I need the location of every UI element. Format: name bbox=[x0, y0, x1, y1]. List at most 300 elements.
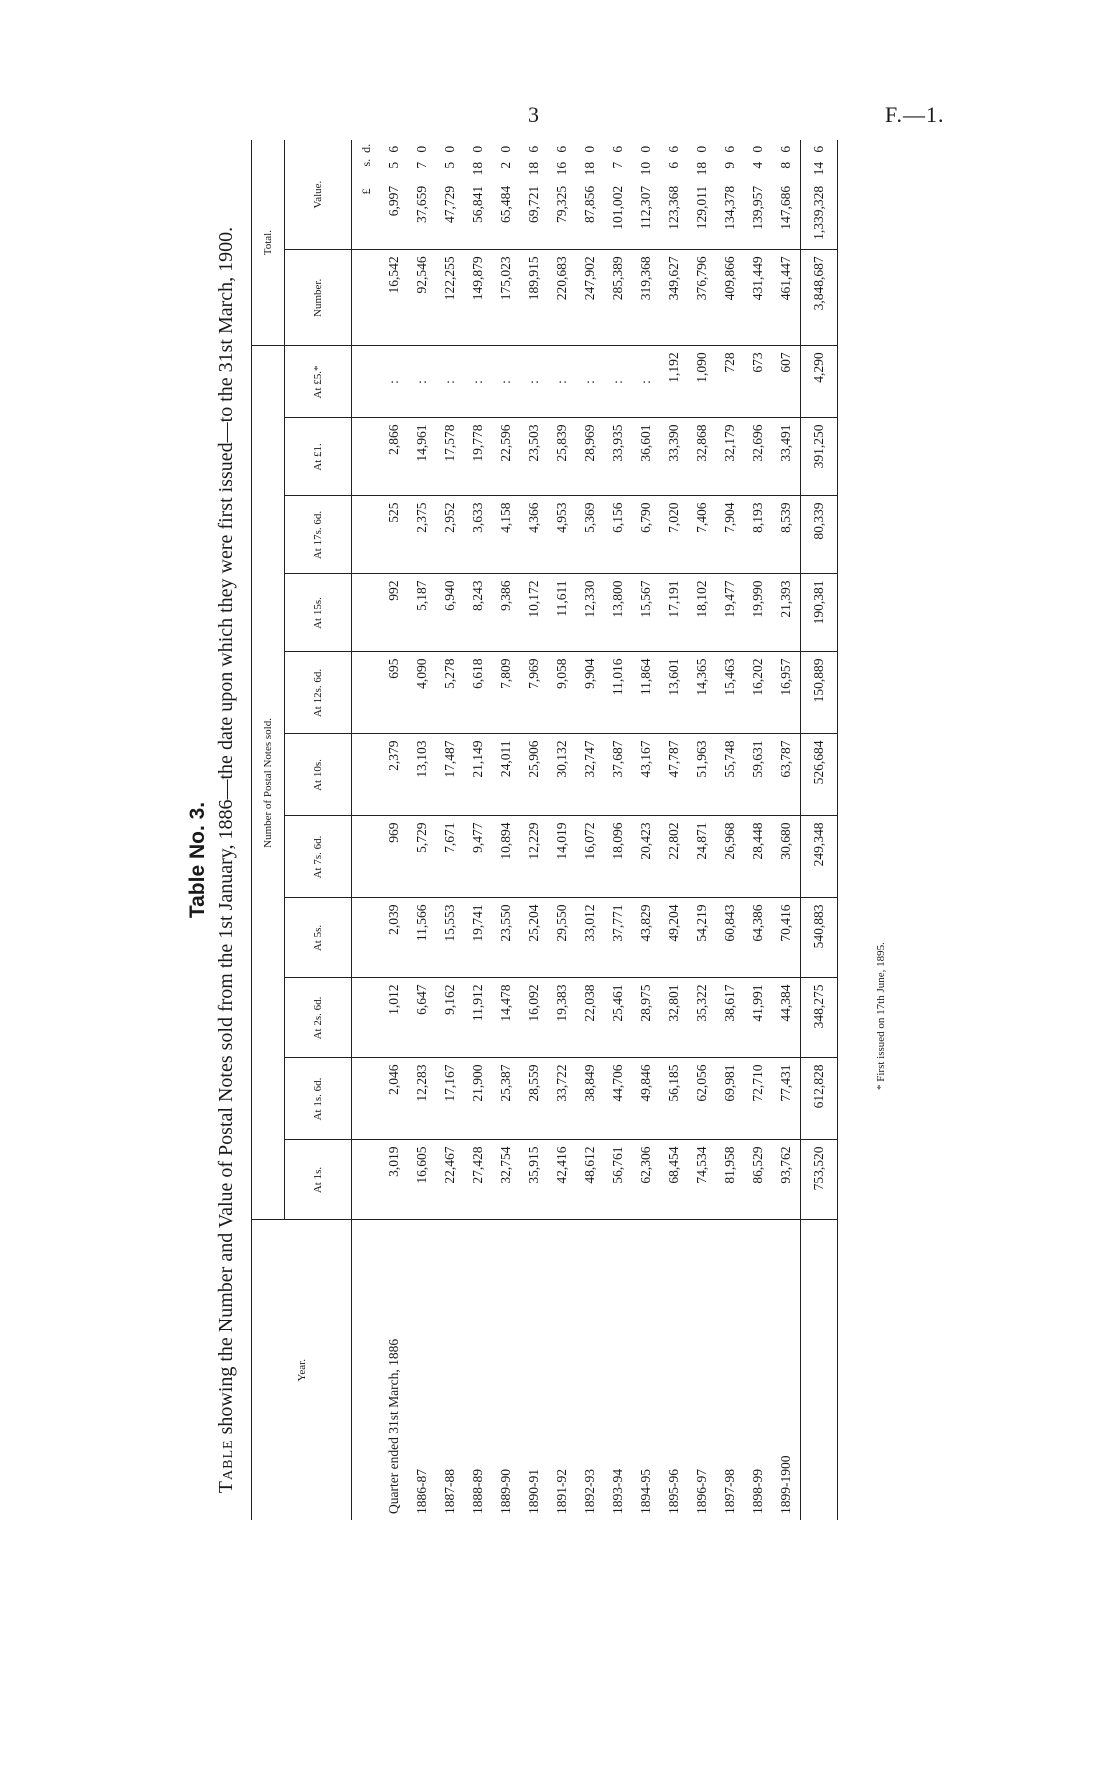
cell-total-value bbox=[520, 140, 548, 250]
value-shillings: 14 bbox=[811, 161, 826, 176]
total-2s6d: 348,275 bbox=[801, 978, 838, 1058]
cell-1pound: 33,491 bbox=[772, 418, 801, 496]
value-shillings: 7 bbox=[610, 161, 625, 169]
cell-10s: 25,906 bbox=[520, 734, 548, 816]
rotated-table-block bbox=[185, 143, 915, 1560]
cell-5s: 11,566 bbox=[408, 898, 436, 978]
col-header-1pound: At £1. bbox=[285, 418, 352, 496]
value-pence: 0 bbox=[414, 145, 429, 153]
total-12s6d: 150,889 bbox=[801, 652, 838, 734]
cell-1s6d: 77,431 bbox=[772, 1058, 801, 1140]
cell-5s: 43,829 bbox=[632, 898, 660, 978]
total-number: 3,848,687 bbox=[801, 250, 838, 346]
row-year: 1887-88 bbox=[442, 1469, 457, 1514]
cell-12s6d: 5,278 bbox=[436, 652, 464, 734]
cell-5s: 37,771 bbox=[604, 898, 632, 978]
cell-7s6d: 26,968 bbox=[716, 816, 744, 898]
cell-17s6d: 6,156 bbox=[604, 496, 632, 574]
row-year: 1889-90 bbox=[498, 1469, 513, 1514]
total-10s: 526,684 bbox=[801, 734, 838, 816]
cell-10s: 51,963 bbox=[688, 734, 716, 816]
cell-total-number: 247,902 bbox=[576, 250, 604, 346]
cell-5pounds: 607 bbox=[772, 346, 801, 418]
cell-10s: 63,787 bbox=[772, 734, 801, 816]
cell-17s6d: 2,375 bbox=[408, 496, 436, 574]
value-pounds: 147,686 bbox=[778, 185, 793, 230]
col-header-5pounds: At £5.* bbox=[285, 346, 352, 418]
cell-12s6d: 9,904 bbox=[576, 652, 604, 734]
cell-total-number: 349,627 bbox=[660, 250, 688, 346]
col-header-17s6d: At 17s. 6d. bbox=[285, 496, 352, 574]
cell-12s6d: 9,058 bbox=[548, 652, 576, 734]
cell-1pound: 2,866 bbox=[380, 418, 408, 496]
cell-5pounds: 673 bbox=[744, 346, 772, 418]
cell-17s6d: 6,790 bbox=[632, 496, 660, 574]
value-shillings: 4 bbox=[750, 161, 765, 169]
total-1s: 753,520 bbox=[801, 1140, 838, 1220]
cell-5s: 29,550 bbox=[548, 898, 576, 978]
cell-total-number: 409,866 bbox=[716, 250, 744, 346]
value-pence: 6 bbox=[386, 145, 401, 153]
cell-12s6d: 7,969 bbox=[520, 652, 548, 734]
cell-total-number: 175,023 bbox=[492, 250, 520, 346]
value-pence: 0 bbox=[442, 145, 457, 153]
cell-5pounds: : bbox=[408, 346, 436, 418]
cell-2s6d: 14,478 bbox=[492, 978, 520, 1058]
cell-7s6d: 7,671 bbox=[436, 816, 464, 898]
number-sold-header: Number of Postal Notes sold. bbox=[252, 346, 285, 1220]
cell-total-value bbox=[744, 140, 772, 250]
cell-12s6d: 11,016 bbox=[604, 652, 632, 734]
value-shillings: 10 bbox=[638, 161, 653, 176]
cell-12s6d: 15,463 bbox=[716, 652, 744, 734]
cell-1pound: 28,969 bbox=[576, 418, 604, 496]
cell-2s6d: 25,461 bbox=[604, 978, 632, 1058]
table-row bbox=[772, 140, 801, 1520]
table-row bbox=[408, 140, 436, 1520]
total-5pounds: 4,290 bbox=[801, 346, 838, 418]
table-row bbox=[660, 140, 688, 1520]
cell-1pound: 32,696 bbox=[744, 418, 772, 496]
cell-17s6d: 4,953 bbox=[548, 496, 576, 574]
value-pence: 6 bbox=[526, 145, 541, 153]
row-year: 1892-93 bbox=[582, 1469, 597, 1514]
cell-7s6d: 12,229 bbox=[520, 816, 548, 898]
cell-1s6d: 56,185 bbox=[660, 1058, 688, 1140]
cell-7s6d: 9,477 bbox=[464, 816, 492, 898]
cell-7s6d: 28,448 bbox=[744, 816, 772, 898]
cell-total-number: 220,683 bbox=[548, 250, 576, 346]
cell-15s: 19,477 bbox=[716, 574, 744, 652]
total-5s: 540,883 bbox=[801, 898, 838, 978]
cell-12s6d: 7,809 bbox=[492, 652, 520, 734]
row-year: 1890-91 bbox=[526, 1469, 541, 1514]
value-pence: 6 bbox=[778, 145, 793, 153]
table-row bbox=[436, 140, 464, 1520]
row-year: 1897-98 bbox=[722, 1469, 737, 1514]
cell-17s6d: 5,369 bbox=[576, 496, 604, 574]
value-shillings: 18 bbox=[526, 161, 541, 176]
value-pence: 0 bbox=[694, 145, 709, 153]
row-year: 1891-92 bbox=[554, 1469, 569, 1514]
cell-1s: 32,754 bbox=[492, 1140, 520, 1220]
cell-2s6d: 19,383 bbox=[548, 978, 576, 1058]
table-title: Table No. 3. bbox=[186, 801, 209, 919]
cell-1pound: 33,390 bbox=[660, 418, 688, 496]
cell-5s: 54,219 bbox=[688, 898, 716, 978]
value-shillings: 5 bbox=[442, 161, 457, 169]
cell-total-value bbox=[576, 140, 604, 250]
cell-15s: 5,187 bbox=[408, 574, 436, 652]
cell-1s6d: 69,981 bbox=[716, 1058, 744, 1140]
cell-15s: 6,940 bbox=[436, 574, 464, 652]
cell-5pounds: : bbox=[436, 346, 464, 418]
cell-1s6d: 17,167 bbox=[436, 1058, 464, 1140]
value-pounds: 56,841 bbox=[470, 185, 485, 223]
cell-7s6d: 22,802 bbox=[660, 816, 688, 898]
cell-17s6d: 7,904 bbox=[716, 496, 744, 574]
cell-1pound: 32,179 bbox=[716, 418, 744, 496]
cell-5pounds: 1,192 bbox=[660, 346, 688, 418]
cell-10s: 47,787 bbox=[660, 734, 688, 816]
cell-2s6d: 1,012 bbox=[380, 978, 408, 1058]
table-caption bbox=[213, 160, 239, 1560]
document-code: F.—1. bbox=[885, 102, 945, 127]
cell-7s6d: 969 bbox=[380, 816, 408, 898]
value-pounds: 112,307 bbox=[638, 185, 653, 230]
cell-total-value bbox=[548, 140, 576, 250]
value-shillings: 9 bbox=[722, 161, 737, 169]
cell-1s: 81,958 bbox=[716, 1140, 744, 1220]
table-row bbox=[380, 140, 408, 1520]
cell-1s6d: 44,706 bbox=[604, 1058, 632, 1140]
cell-2s6d: 41,991 bbox=[744, 978, 772, 1058]
col-header-2s6d: At 2s. 6d. bbox=[285, 978, 352, 1058]
value-shillings: 18 bbox=[694, 161, 709, 176]
col-header-1s: At 1s. bbox=[285, 1140, 352, 1220]
cell-2s6d: 38,617 bbox=[716, 978, 744, 1058]
cell-15s: 17,191 bbox=[660, 574, 688, 652]
table-row bbox=[492, 140, 520, 1520]
cell-12s6d: 13,601 bbox=[660, 652, 688, 734]
cell-15s: 13,800 bbox=[604, 574, 632, 652]
cell-total-value bbox=[380, 140, 408, 250]
value-pence: 0 bbox=[638, 145, 653, 153]
col-header-10s: At 10s. bbox=[285, 734, 352, 816]
cell-12s6d: 11,864 bbox=[632, 652, 660, 734]
cell-1pound: 22,596 bbox=[492, 418, 520, 496]
row-year: 1899-1900 bbox=[778, 1455, 793, 1514]
table-body bbox=[352, 140, 838, 1520]
value-shillings: 7 bbox=[414, 161, 429, 169]
total-7s6d: 249,348 bbox=[801, 816, 838, 898]
cell-2s6d: 11,912 bbox=[464, 978, 492, 1058]
cell-7s6d: 16,072 bbox=[576, 816, 604, 898]
cell-1s: 68,454 bbox=[660, 1140, 688, 1220]
value-shillings: 16 bbox=[554, 161, 569, 176]
col-header-7s6d: At 7s. 6d. bbox=[285, 816, 352, 898]
cell-1pound: 25,839 bbox=[548, 418, 576, 496]
cell-1pound: 32,868 bbox=[688, 418, 716, 496]
totals-row bbox=[801, 140, 838, 1520]
cell-2s6d: 16,092 bbox=[520, 978, 548, 1058]
cell-10s: 55,748 bbox=[716, 734, 744, 816]
cell-1s6d: 33,722 bbox=[548, 1058, 576, 1140]
value-pence: 0 bbox=[470, 145, 485, 153]
total-1pound: 391,250 bbox=[801, 418, 838, 496]
cell-7s6d: 30,680 bbox=[772, 816, 801, 898]
cell-5s: 2,039 bbox=[380, 898, 408, 978]
cell-5s: 15,553 bbox=[436, 898, 464, 978]
value-pounds: 1,339,328 bbox=[811, 185, 826, 240]
cell-1s6d: 21,900 bbox=[464, 1058, 492, 1140]
col-header-total-number: Number. bbox=[285, 250, 352, 346]
row-year: 1893-94 bbox=[610, 1469, 625, 1514]
value-pounds: 87,856 bbox=[582, 185, 597, 223]
value-pence: 0 bbox=[498, 145, 513, 153]
cell-5pounds: : bbox=[604, 346, 632, 418]
col-header-1s6d: At 1s. 6d. bbox=[285, 1058, 352, 1140]
total-17s6d: 80,339 bbox=[801, 496, 838, 574]
cell-17s6d: 8,193 bbox=[744, 496, 772, 574]
cell-total-value bbox=[660, 140, 688, 250]
cell-1s: 22,467 bbox=[436, 1140, 464, 1220]
cell-1s: 86,529 bbox=[744, 1140, 772, 1220]
page-number: 3 bbox=[528, 102, 539, 127]
value-pounds: 37,659 bbox=[414, 185, 429, 223]
cell-12s6d: 4,090 bbox=[408, 652, 436, 734]
row-year: 1898-99 bbox=[750, 1469, 765, 1514]
cell-total-number: 376,796 bbox=[688, 250, 716, 346]
year-header: Year. bbox=[252, 1220, 352, 1520]
cell-1s6d: 12,283 bbox=[408, 1058, 436, 1140]
cell-10s: 32,747 bbox=[576, 734, 604, 816]
table-row bbox=[520, 140, 548, 1520]
cell-total-value bbox=[492, 140, 520, 250]
totals-label bbox=[801, 1220, 838, 1520]
cell-total-value bbox=[408, 140, 436, 250]
cell-7s6d: 10,894 bbox=[492, 816, 520, 898]
cell-total-number: 319,368 bbox=[632, 250, 660, 346]
cell-1s: 3,019 bbox=[380, 1140, 408, 1220]
caption-lead: Table bbox=[215, 1439, 237, 1494]
row-year: 1888-89 bbox=[470, 1469, 485, 1514]
value-shillings: 18 bbox=[582, 161, 597, 176]
value-pence: 0 bbox=[750, 145, 765, 153]
value-shillings: 18 bbox=[470, 161, 485, 176]
cell-17s6d: 2,952 bbox=[436, 496, 464, 574]
col-header-total-value: Value. bbox=[285, 140, 352, 250]
col-header-15s: At 15s. bbox=[285, 574, 352, 652]
cell-1pound: 23,503 bbox=[520, 418, 548, 496]
cell-1s6d: 72,710 bbox=[744, 1058, 772, 1140]
cell-1s: 74,534 bbox=[688, 1140, 716, 1220]
value-pence: 0 bbox=[582, 145, 597, 153]
table-row bbox=[548, 140, 576, 1520]
row-year: 1894-95 bbox=[638, 1469, 653, 1514]
cell-5pounds: : bbox=[380, 346, 408, 418]
value-pounds: 123,368 bbox=[666, 185, 681, 230]
postal-notes-table bbox=[251, 140, 838, 1520]
cell-5pounds: : bbox=[492, 346, 520, 418]
cell-17s6d: 7,020 bbox=[660, 496, 688, 574]
cell-15s: 18,102 bbox=[688, 574, 716, 652]
cell-5pounds: : bbox=[548, 346, 576, 418]
cell-total-number: 461,447 bbox=[772, 250, 801, 346]
cell-2s6d: 44,384 bbox=[772, 978, 801, 1058]
cell-total-number: 122,255 bbox=[436, 250, 464, 346]
cell-5pounds: 1,090 bbox=[688, 346, 716, 418]
cell-total-value bbox=[604, 140, 632, 250]
cell-1pound: 19,778 bbox=[464, 418, 492, 496]
cell-5s: 19,741 bbox=[464, 898, 492, 978]
cell-1s6d: 28,559 bbox=[520, 1058, 548, 1140]
cell-1s6d: 49,846 bbox=[632, 1058, 660, 1140]
cell-15s: 15,567 bbox=[632, 574, 660, 652]
cell-5s: 33,012 bbox=[576, 898, 604, 978]
cell-10s: 59,631 bbox=[744, 734, 772, 816]
footnote: * First issued on 17th June, 1895. bbox=[875, 942, 887, 1090]
value-pence: 6 bbox=[610, 145, 625, 153]
value-pence: 6 bbox=[722, 145, 737, 153]
cell-2s6d: 22,038 bbox=[576, 978, 604, 1058]
value-pence: 6 bbox=[666, 145, 681, 153]
cell-10s: 21,149 bbox=[464, 734, 492, 816]
value-pounds: 69,721 bbox=[526, 185, 541, 223]
table-row bbox=[716, 140, 744, 1520]
value-pounds: 101,002 bbox=[610, 185, 625, 230]
cell-1s: 93,762 bbox=[772, 1140, 801, 1220]
cell-1s: 56,761 bbox=[604, 1140, 632, 1220]
cell-12s6d: 14,365 bbox=[688, 652, 716, 734]
value-pence: 6 bbox=[554, 145, 569, 153]
cell-15s: 8,243 bbox=[464, 574, 492, 652]
table-row bbox=[744, 140, 772, 1520]
cell-1s6d: 38,849 bbox=[576, 1058, 604, 1140]
cell-7s6d: 14,019 bbox=[548, 816, 576, 898]
cell-1s: 48,612 bbox=[576, 1140, 604, 1220]
cell-1s: 35,915 bbox=[520, 1140, 548, 1220]
cell-2s6d: 35,322 bbox=[688, 978, 716, 1058]
cell-5s: 70,416 bbox=[772, 898, 801, 978]
row-year: 1896-97 bbox=[694, 1469, 709, 1514]
table-row bbox=[688, 140, 716, 1520]
total-header: Total. bbox=[252, 140, 285, 346]
cell-2s6d: 28,975 bbox=[632, 978, 660, 1058]
cell-7s6d: 18,096 bbox=[604, 816, 632, 898]
caption-text: showing the Number and Value of Postal Notes sold from the 1st January, 1886—the date upon which they were first issued—to the 31st March, 1900. bbox=[215, 226, 237, 1440]
cell-10s: 2,379 bbox=[380, 734, 408, 816]
cell-total-number: 16,542 bbox=[380, 250, 408, 346]
value-shillings: 5 bbox=[386, 161, 401, 169]
table-row bbox=[464, 140, 492, 1520]
cell-1s6d: 2,046 bbox=[380, 1058, 408, 1140]
cell-1s: 16,605 bbox=[408, 1140, 436, 1220]
cell-12s6d: 16,202 bbox=[744, 652, 772, 734]
cell-7s6d: 24,871 bbox=[688, 816, 716, 898]
value-pounds: 134,378 bbox=[722, 185, 737, 230]
cell-12s6d: 6,618 bbox=[464, 652, 492, 734]
cell-17s6d: 4,158 bbox=[492, 496, 520, 574]
cell-10s: 30,132 bbox=[548, 734, 576, 816]
cell-5s: 25,204 bbox=[520, 898, 548, 978]
cell-17s6d: 525 bbox=[380, 496, 408, 574]
unit-pence: d. bbox=[358, 143, 373, 153]
value-pounds: 79,325 bbox=[554, 185, 569, 223]
cell-5pounds: : bbox=[632, 346, 660, 418]
value-pounds: 139,957 bbox=[750, 185, 765, 230]
value-pence: 6 bbox=[811, 145, 826, 153]
cell-total-value bbox=[632, 140, 660, 250]
cell-5s: 49,204 bbox=[660, 898, 688, 978]
cell-10s: 17,487 bbox=[436, 734, 464, 816]
cell-total-value bbox=[772, 140, 801, 250]
col-header-5s: At 5s. bbox=[285, 898, 352, 978]
value-pounds: 47,729 bbox=[442, 185, 457, 223]
cell-1pound: 33,935 bbox=[604, 418, 632, 496]
table-row bbox=[576, 140, 604, 1520]
cell-total-value bbox=[688, 140, 716, 250]
cell-total-number: 149,879 bbox=[464, 250, 492, 346]
table-row bbox=[604, 140, 632, 1520]
cell-total-number: 431,449 bbox=[744, 250, 772, 346]
cell-total-value bbox=[436, 140, 464, 250]
unit-pounds: £ bbox=[358, 188, 373, 195]
cell-10s: 37,687 bbox=[604, 734, 632, 816]
value-pounds: 65,484 bbox=[498, 185, 513, 223]
cell-2s6d: 32,801 bbox=[660, 978, 688, 1058]
cell-total-number: 92,546 bbox=[408, 250, 436, 346]
cell-1s6d: 62,056 bbox=[688, 1058, 716, 1140]
cell-5s: 60,843 bbox=[716, 898, 744, 978]
cell-17s6d: 7,406 bbox=[688, 496, 716, 574]
cell-15s: 19,990 bbox=[744, 574, 772, 652]
cell-15s: 9,386 bbox=[492, 574, 520, 652]
cell-15s: 992 bbox=[380, 574, 408, 652]
cell-7s6d: 5,729 bbox=[408, 816, 436, 898]
cell-5pounds: : bbox=[464, 346, 492, 418]
cell-10s: 43,167 bbox=[632, 734, 660, 816]
cell-total-value bbox=[716, 140, 744, 250]
cell-5pounds: : bbox=[576, 346, 604, 418]
cell-1pound: 36,601 bbox=[632, 418, 660, 496]
value-shillings: 2 bbox=[498, 161, 513, 169]
cell-15s: 11,611 bbox=[548, 574, 576, 652]
total-value bbox=[801, 140, 838, 250]
total-15s: 190,381 bbox=[801, 574, 838, 652]
cell-5s: 23,550 bbox=[492, 898, 520, 978]
value-shillings: 8 bbox=[778, 161, 793, 169]
cell-17s6d: 4,366 bbox=[520, 496, 548, 574]
col-header-12s6d: At 12s. 6d. bbox=[285, 652, 352, 734]
cell-total-number: 285,389 bbox=[604, 250, 632, 346]
cell-12s6d: 16,957 bbox=[772, 652, 801, 734]
row-year: Quarter ended 31st March, 1886 bbox=[386, 1338, 401, 1514]
cell-7s6d: 20,423 bbox=[632, 816, 660, 898]
table-row bbox=[632, 140, 660, 1520]
cell-15s: 12,330 bbox=[576, 574, 604, 652]
cell-5s: 64,386 bbox=[744, 898, 772, 978]
cell-2s6d: 6,647 bbox=[408, 978, 436, 1058]
row-year: 1895-96 bbox=[666, 1469, 681, 1514]
cell-total-number: 189,915 bbox=[520, 250, 548, 346]
cell-17s6d: 8,539 bbox=[772, 496, 801, 574]
cell-1s: 27,428 bbox=[464, 1140, 492, 1220]
value-shillings: 6 bbox=[666, 161, 681, 169]
cell-10s: 13,103 bbox=[408, 734, 436, 816]
cell-5pounds: : bbox=[520, 346, 548, 418]
cell-total-value bbox=[464, 140, 492, 250]
